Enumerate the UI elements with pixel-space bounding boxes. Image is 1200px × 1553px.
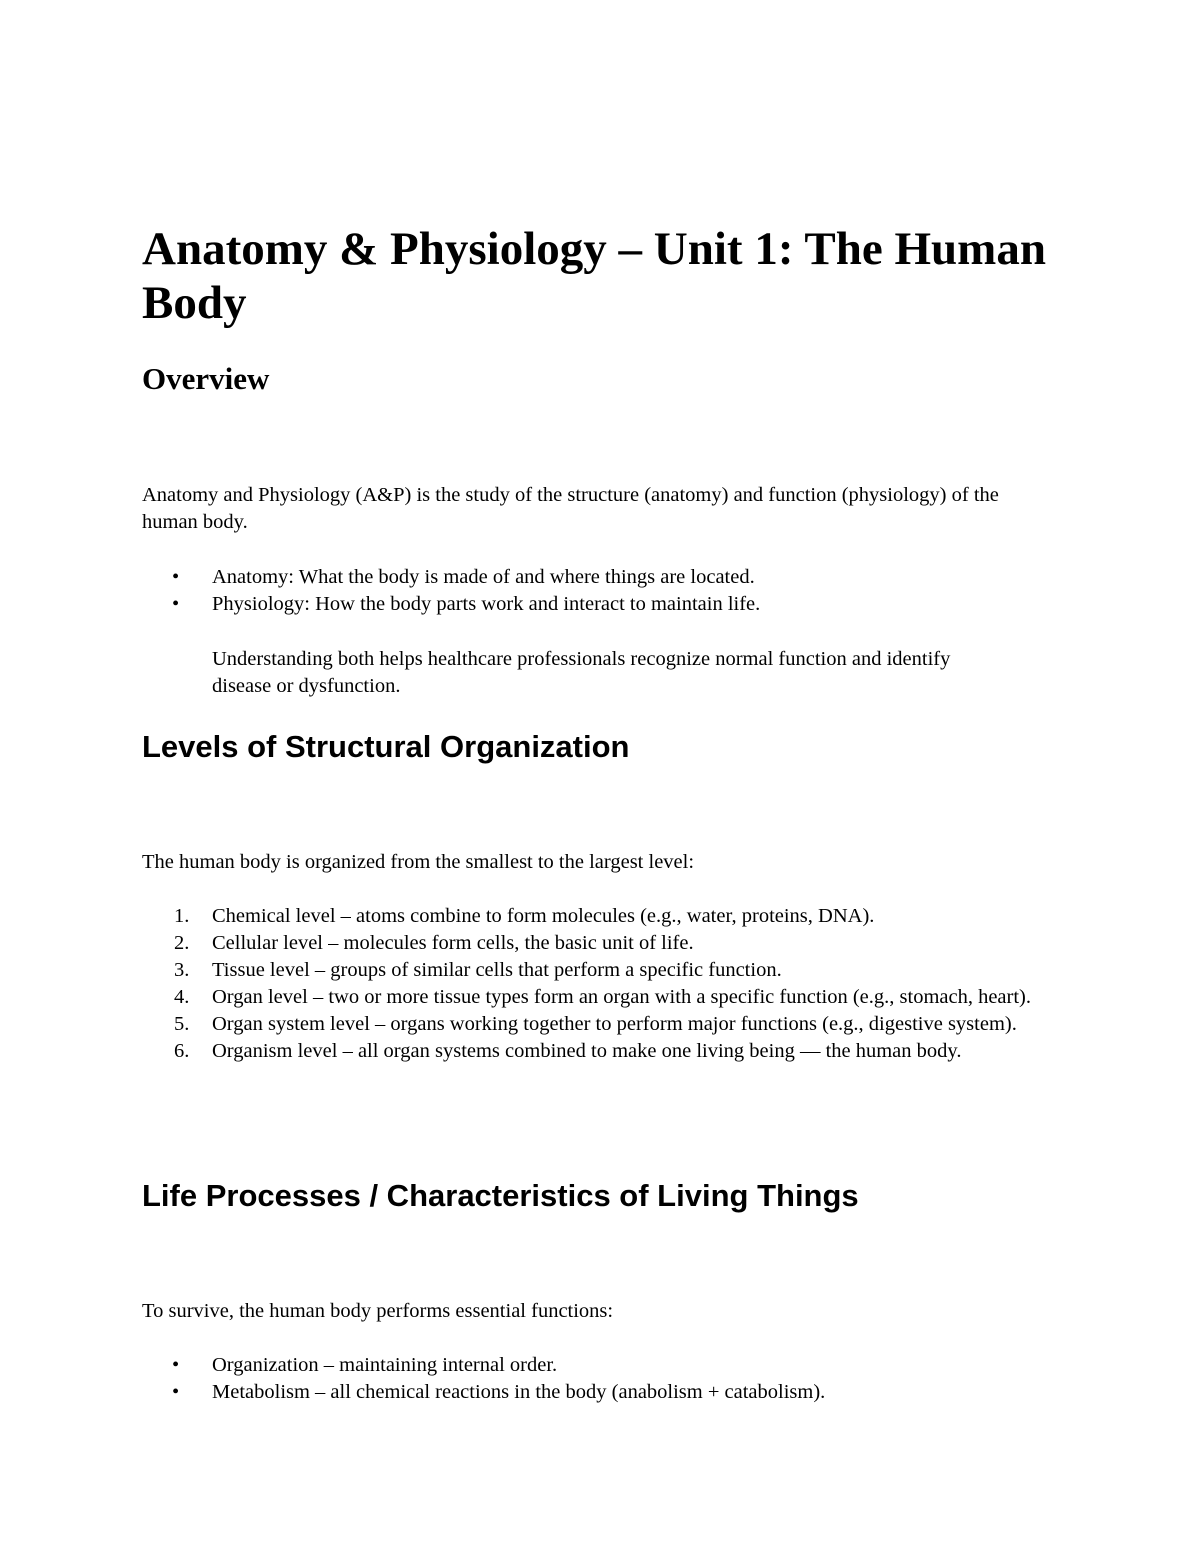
bullet-icon: • [172, 566, 180, 588]
level-text: Organ system level – organs working together to perform major functions (e.g., digestive system). [212, 1013, 1017, 1035]
overview-bullet-list [142, 564, 1062, 618]
document-title: Anatomy & Physiology – Unit 1: The Human Body [142, 223, 1046, 329]
list-item [142, 957, 1062, 984]
list-item [142, 984, 1062, 1011]
life-processes-bullet-list [142, 1352, 1062, 1406]
overview-bullet-text: Physiology: How the body parts work and interact to maintain life. [212, 593, 761, 615]
levels-intro: The human body is organized from the smallest to the largest level: [142, 851, 695, 873]
list-item [142, 1038, 1092, 1065]
list-number: 1. [174, 905, 190, 927]
level-text: Organism level – all organ systems combined to make one living being — the human body. [212, 1040, 962, 1062]
bullet-icon: • [172, 1381, 180, 1403]
bullet-icon: • [172, 593, 180, 615]
overview-note: Understanding both helps healthcare professionals recognize normal function and identify disease or dysfunction. [212, 648, 951, 697]
list-item [142, 1352, 1062, 1379]
life-processes-intro: To survive, the human body performs essential functions: [142, 1300, 614, 1322]
list-number: 4. [174, 986, 190, 1008]
list-item [142, 564, 1062, 591]
levels-numbered-list [142, 903, 1062, 1065]
levels-heading: Levels of Structural Organization [142, 729, 630, 764]
level-text: Cellular level – molecules form cells, the basic unit of life. [212, 932, 694, 954]
life-processes-heading: Life Processes / Characteristics of Living Things [142, 1178, 859, 1213]
life-bullet-text: Metabolism – all chemical reactions in the body (anabolism + catabolism). [212, 1381, 826, 1403]
bullet-icon: • [172, 1354, 180, 1376]
list-item [142, 1379, 1062, 1406]
list-item [142, 591, 1062, 618]
overview-bullet-text: Anatomy: What the body is made of and where things are located. [212, 566, 755, 588]
level-text: Organ level – two or more tissue types form an organ with a specific function (e.g., stomach, heart). [212, 986, 1032, 1008]
list-item [142, 1011, 1122, 1038]
overview-heading: Overview [142, 361, 270, 396]
list-number: 2. [174, 932, 190, 954]
list-item [142, 903, 1062, 930]
list-number: 6. [174, 1040, 190, 1062]
list-number: 5. [174, 1013, 190, 1035]
list-item [142, 930, 1062, 957]
list-number: 3. [174, 959, 190, 981]
overview-intro: Anatomy and Physiology (A&P) is the study of the structure (anatomy) and function (physiology) of the human body. [142, 484, 999, 533]
level-text: Chemical level – atoms combine to form molecules (e.g., water, proteins, DNA). [212, 905, 875, 927]
level-text: Tissue level – groups of similar cells that perform a specific function. [212, 959, 782, 981]
life-bullet-text: Organization – maintaining internal order. [212, 1354, 558, 1376]
